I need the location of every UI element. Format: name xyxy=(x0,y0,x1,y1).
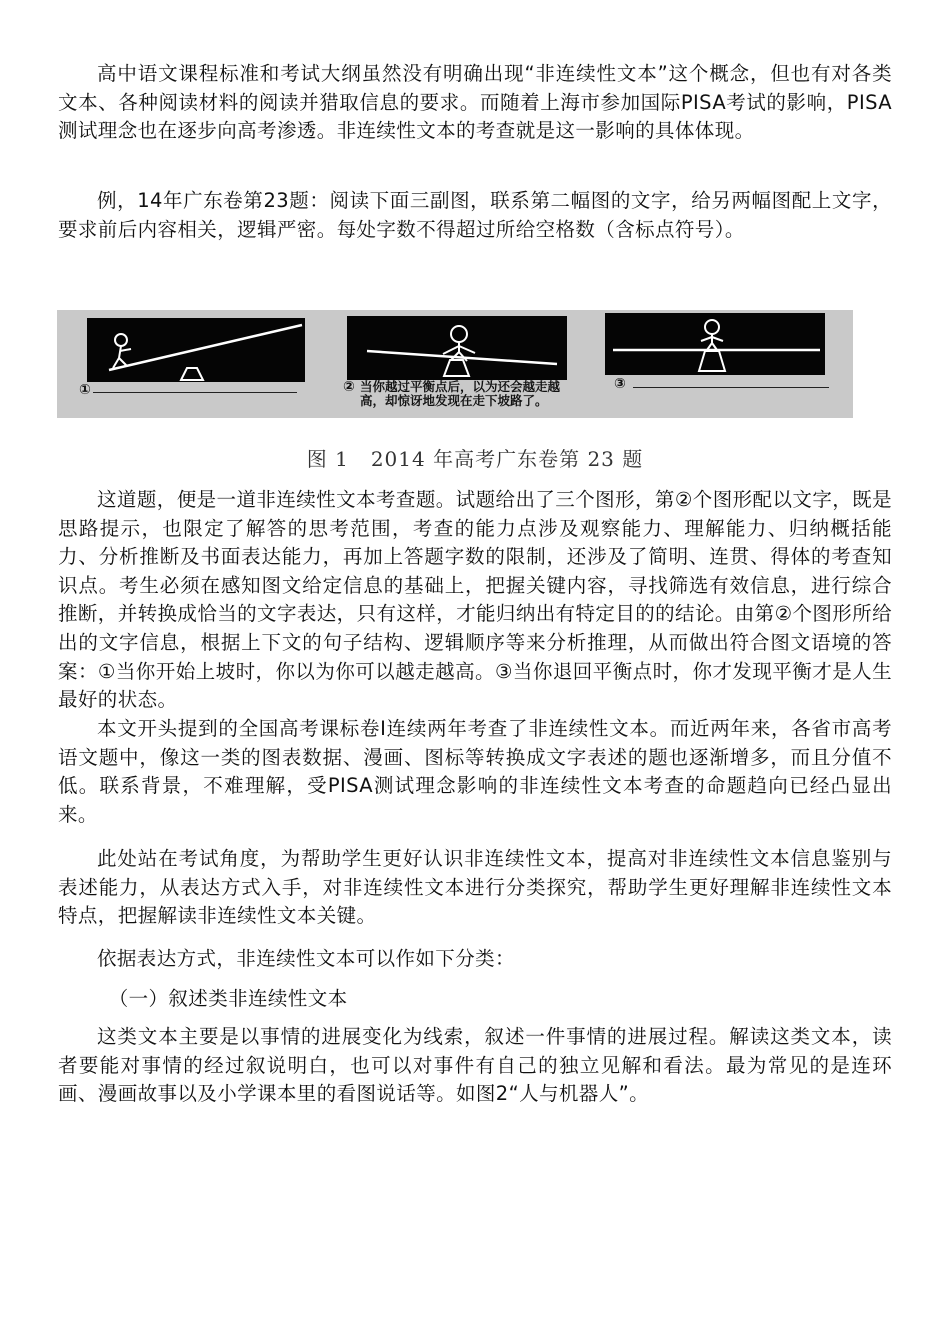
example-paragraph: 例，14年广东卷第23题：阅读下面三副图，联系第二幅图的文字，给另两幅图配上文字，要求前后内容相关，逻辑严密。每处字数不得超过所给空格数（含标点符号）。 xyxy=(58,189,892,241)
panel-1-number: ① xyxy=(79,382,91,398)
figure-1-image xyxy=(57,310,853,418)
intro-paragraph: 高中语文课程标准和考试大纲虽然没有明确出现“非连续性文本”这个概念，但也有对各类文本、各种阅读材料的阅读并猎取信息的要求。而随着上海市参加国际PISA考试的影响，PISA测试理念也在逐步向高考渗透。非连续性文本的考查就是这一影响的具体体现。 xyxy=(58,62,892,143)
narrative-type-paragraph: 这类文本主要是以事情的进展变化为线索，叙述一件事情的进展过程。解读这类文本，读者要能对事情的经过叙说明白，也可以对事件有自己的独立见解和看法。最为常见的是连环画、漫画故事以及小学课本里的看图说话等。如图2“人与机器人”。 xyxy=(58,1025,892,1106)
answer-line-1 xyxy=(93,392,297,393)
seesaw-crossing-illustration xyxy=(347,316,567,380)
analysis-paragraph: 这道题，便是一道非连续性文本考查题。试题给出了三个图形，第②个图形配以文字，既是思路提示，也限定了解答的思考范围，考查的能力点涉及观察能力、理解能力、归纳概括能力、分析推断及书面表达能力，再加上答题字数的限制，还涉及了简明、连贯、得体的考查知识点。考生必须在感知图文给定信息的基础上，把握关键内容，寻找筛选有效信息，进行综合推断，并转换成恰当的文字表达，只有这样，才能归纳出有特定目的的结论。由第②个图形所给出的文字信息，根据上下文的句子结构、逻辑顺序等来分析推理，从而做出符合图文语境的答案：①当你开始上坡时，你以为你可以越走越高。③当你退回平衡点时，你才发现平衡才是人生最好的状态。 xyxy=(58,488,892,712)
purpose-paragraph: 此处站在考试角度，为帮助学生更好认识非连续性文本，提高对非连续性文本信息鉴别与表述能力，从表达方式入手，对非连续性文本进行分类探究，帮助学生更好理解非连续性文本特点，把握解读非连续性文本关键。 xyxy=(58,847,892,928)
seesaw-up-illustration xyxy=(87,318,305,382)
figure-caption-text: 2014 年高考广东卷第 23 题 xyxy=(370,447,644,471)
panel-2-crossing xyxy=(347,316,567,380)
section-heading: （一）叙述类非连续性文本 xyxy=(108,987,348,1010)
panel-3-balanced xyxy=(605,313,825,375)
panel-2-caption: 当你越过平衡点后，以为还会越走越高，却惊讶地发现在走下坡路了。 xyxy=(360,379,561,408)
panel-2-number: ② xyxy=(343,379,355,395)
classification-intro: 依据表达方式，非连续性文本可以作如下分类： xyxy=(97,947,515,970)
panel-3-number: ③ xyxy=(614,376,626,392)
figure-caption-label: 图 1 xyxy=(306,447,349,471)
answer-line-3 xyxy=(633,387,829,388)
trend-paragraph: 本文开头提到的全国高考课标卷Ⅰ连续两年考查了非连续性文本。而近两年来，各省市高考语文题中，像这一类的图表数据、漫画、图标等转换成文字表述的题也逐渐增多，而且分值不低。联系背景，不难理解，受PISA测试理念影响的非连续性文本考查的命题趋向已经凸显出来。 xyxy=(58,717,892,826)
seesaw-balanced-illustration xyxy=(605,313,825,375)
panel-1-seesaw-up xyxy=(87,318,305,382)
figure-caption xyxy=(0,443,950,472)
